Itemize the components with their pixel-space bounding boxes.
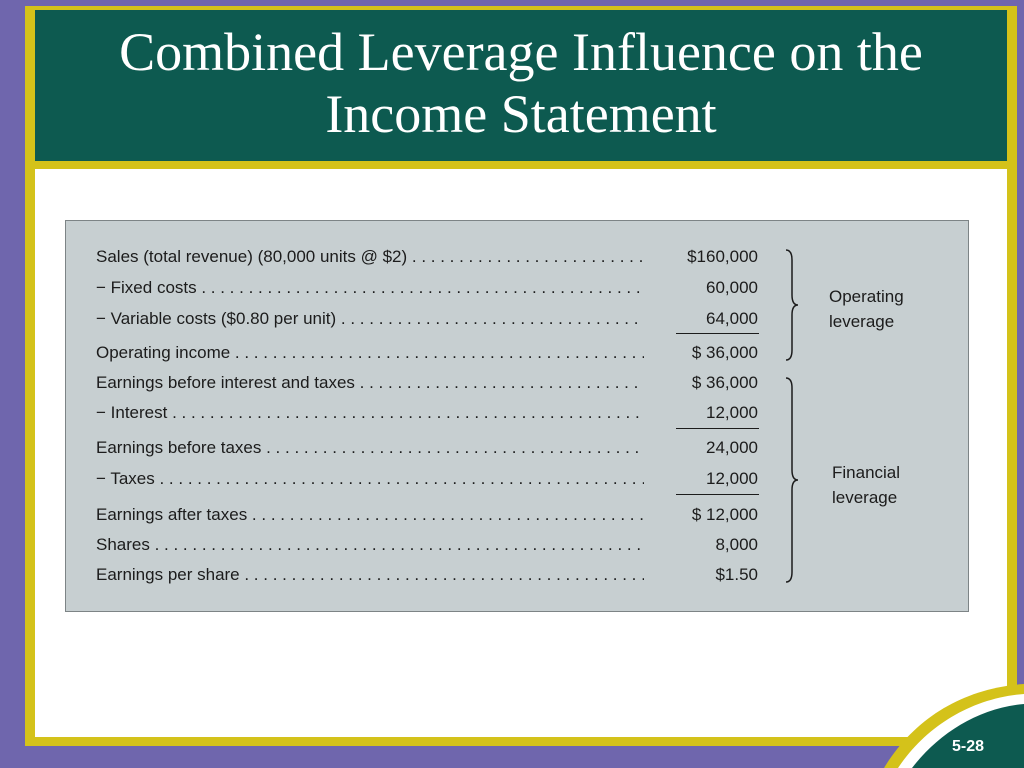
subtotal-rule	[676, 428, 759, 429]
row-label: Sales (total revenue) (80,000 units @ $2) . . .	[96, 247, 644, 267]
financial-leverage-brace	[784, 376, 800, 584]
financial-leverage-line1: Financial	[832, 463, 901, 482]
row-label: Earnings before taxes . . .	[96, 438, 644, 458]
row-value: $ 12,000	[691, 505, 758, 524]
financial-leverage-line2: leverage	[832, 488, 898, 507]
row-label: − Interest . . .	[96, 403, 644, 423]
row-label: Shares . . .	[96, 535, 644, 555]
row-value: $ 36,000	[691, 343, 758, 362]
row-label: − Taxes . . .	[96, 469, 644, 489]
operating-leverage-line1: Operating	[829, 287, 904, 306]
row-value: 60,000	[706, 278, 758, 297]
row-value: 12,000	[706, 469, 758, 488]
row-label: − Variable costs ($0.80 per unit) . . .	[96, 309, 644, 329]
financial-leverage-label	[832, 460, 900, 510]
row-label: Earnings before interest and taxes . . .	[96, 373, 644, 393]
row-value: $1.50	[715, 565, 758, 584]
row-value: 24,000	[706, 438, 758, 457]
row-value: 64,000	[706, 309, 758, 328]
subtotal-rule	[676, 333, 759, 334]
operating-leverage-line2: leverage	[829, 312, 895, 331]
row-label: Operating income . . .	[96, 343, 644, 363]
row-value: $ 36,000	[691, 373, 758, 392]
row-value: 8,000	[715, 535, 758, 554]
subtotal-rule	[676, 494, 759, 495]
operating-leverage-label	[829, 284, 904, 334]
operating-leverage-brace	[784, 248, 800, 362]
row-value: 12,000	[706, 403, 758, 422]
row-label: Earnings after taxes . . .	[96, 505, 644, 525]
row-value: $160,000	[687, 247, 758, 266]
page-number: 5-28	[952, 738, 985, 755]
slide-title: Combined Leverage Influence on the Income Statement	[119, 21, 923, 144]
row-label: Earnings per share . . .	[96, 565, 644, 585]
row-label: − Fixed costs . . .	[96, 278, 644, 298]
title-bar	[35, 10, 1007, 161]
